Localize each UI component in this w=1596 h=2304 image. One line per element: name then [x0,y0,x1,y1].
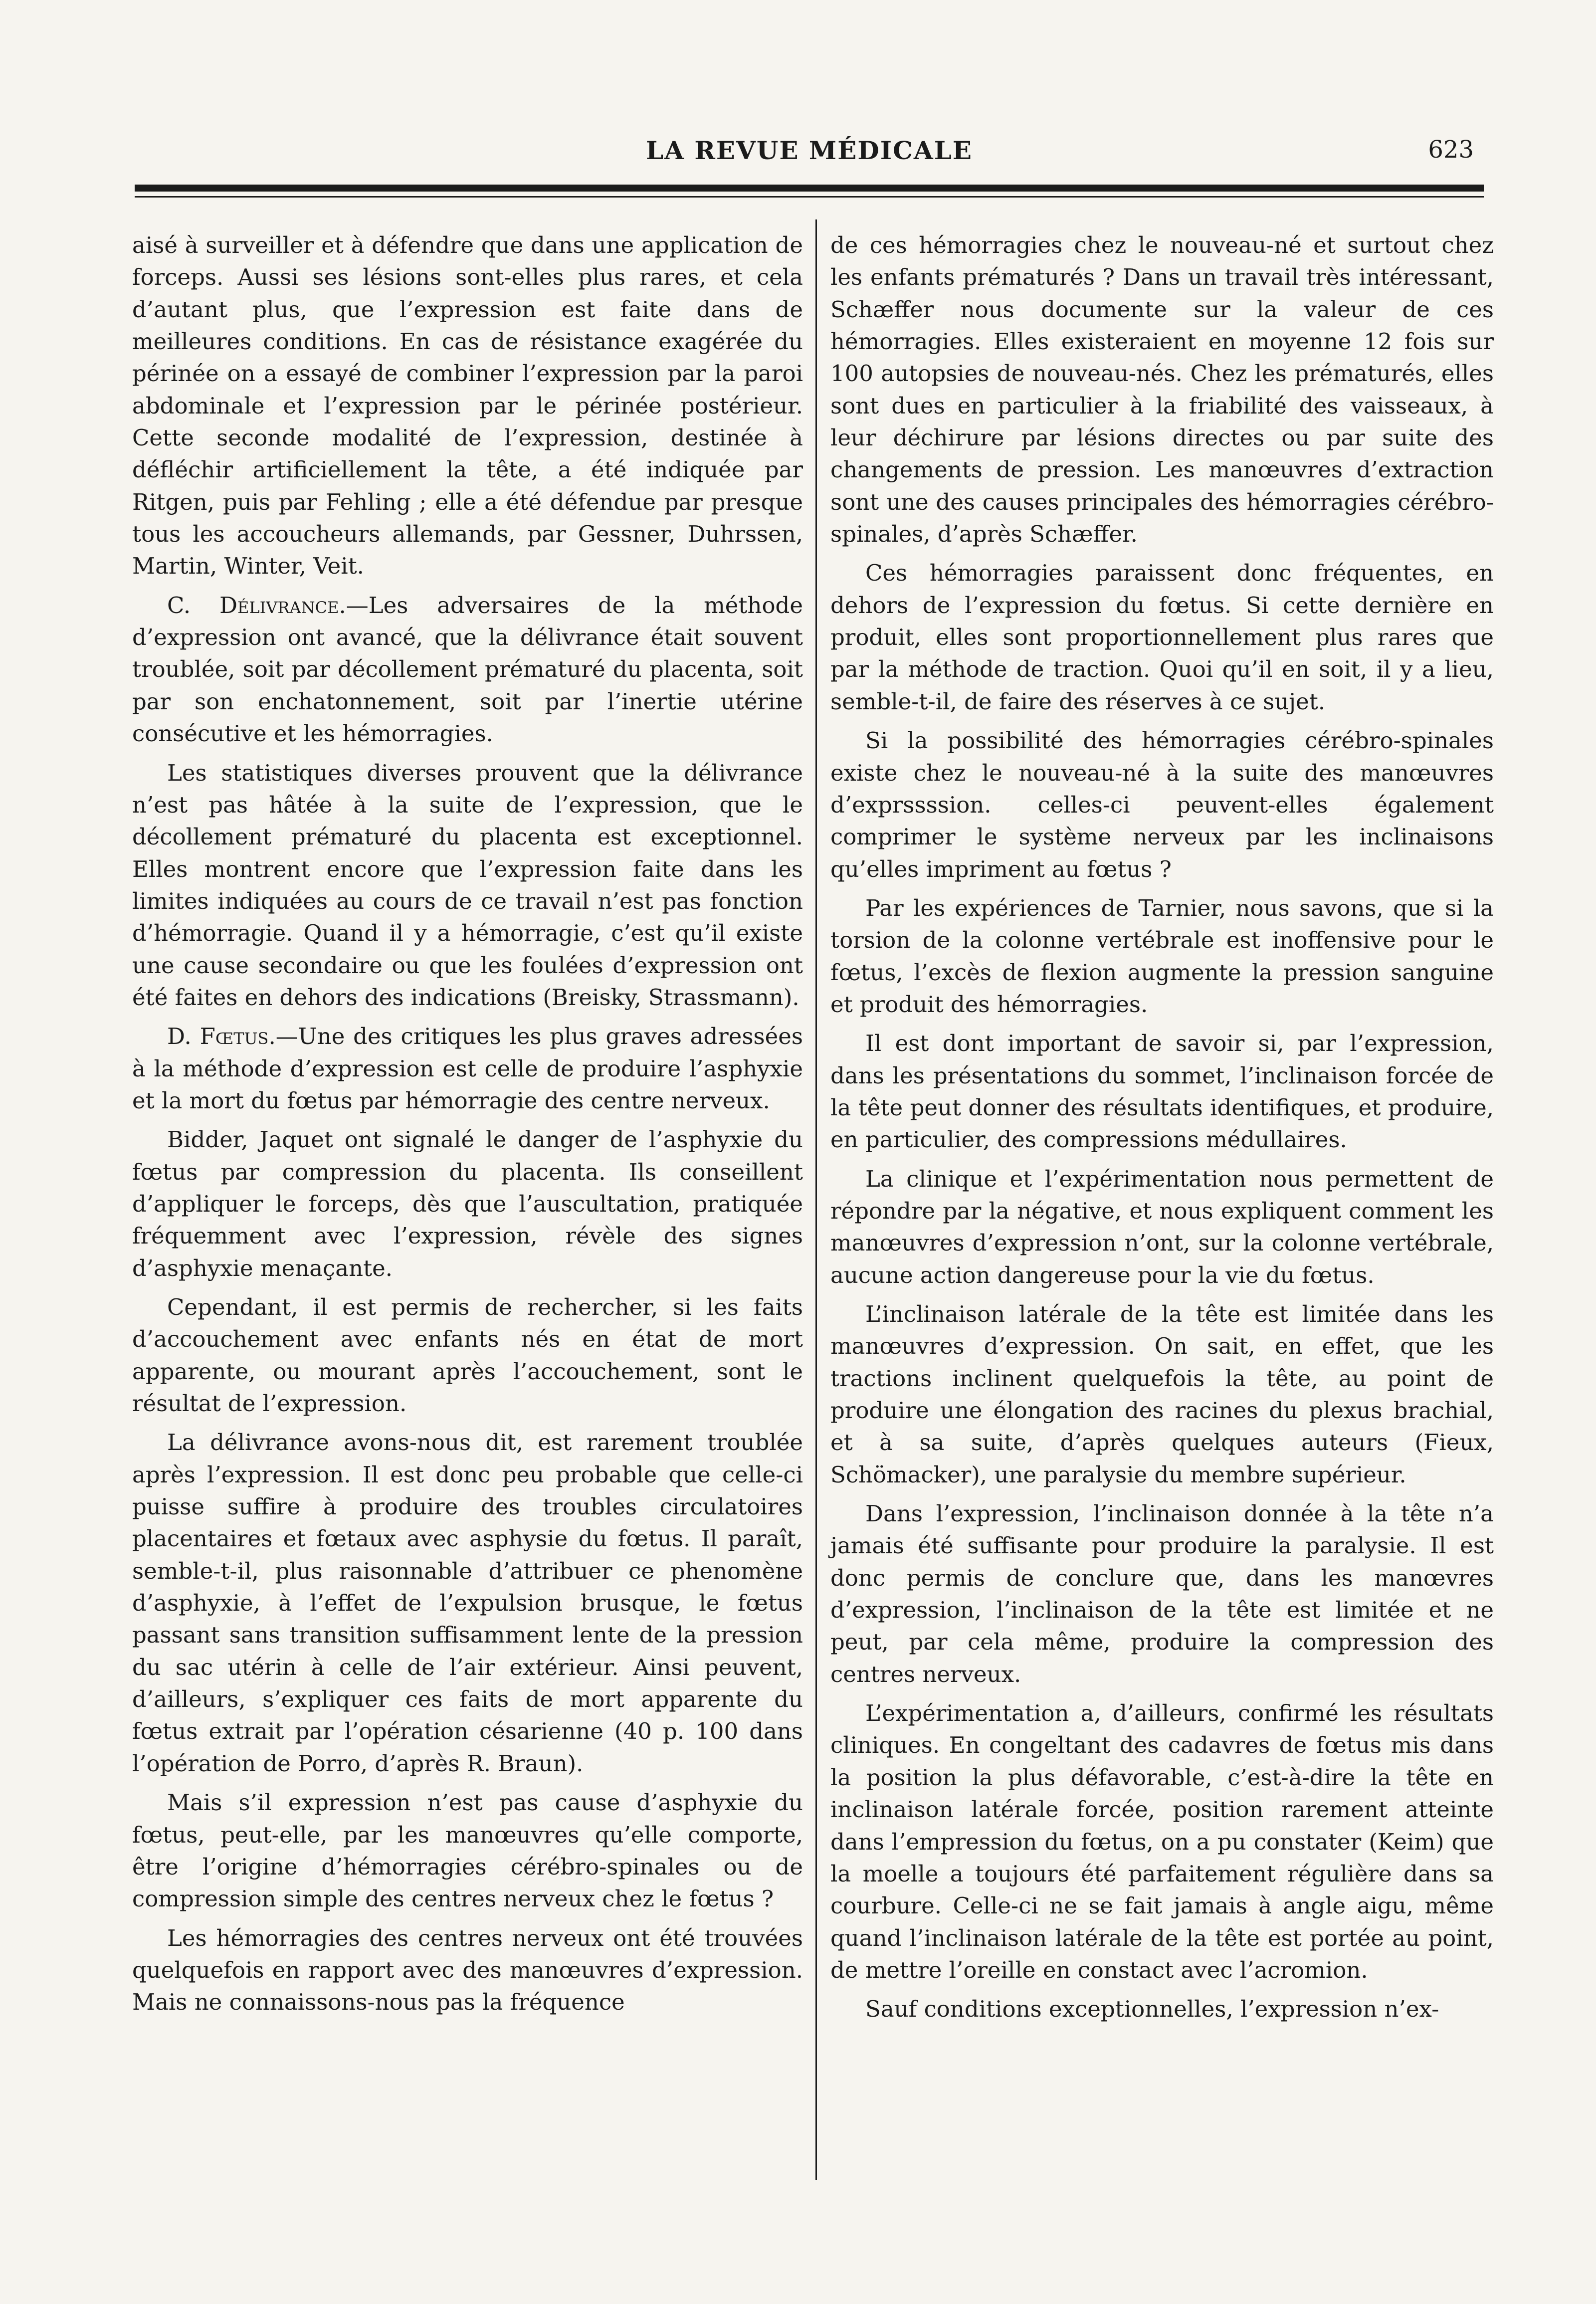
right-column [830,229,1494,2033]
journal-title: LA REVUE MÉDICALE [646,136,973,165]
header-rule-thin [135,196,1484,198]
paragraph: Les hémorragies des centres nerveux ont été trouvées quelquefois en rapport avec des manœuvres d’expression. Mais ne connaissons-nous pas la fréquence [132,1924,803,2016]
paragraph: Mais s’il expression n’est pas cause d’asphyxie du fœtus, peut-elle, par les manœuvres qu’elle comporte, être l’origine d’hémorragies cérébro-spinales ou de compression simple des centres nerveux chez le fœtus ? [132,1789,803,1912]
paragraph: Dans l’expression, l’inclinaison donnée à la tête n’a jamais été suffisante pour produire la paralysie. Il est donc permis de conclure que, dans les manœvres d’expression, l’inclinaison de la tête est limitée et ne peut, par cela même, produire la compression des centres nerveux. [830,1500,1494,1687]
paragraph-delivrance [132,590,803,750]
paragraph: La clinique et l’expérimentation nous permettent de répondre par la négative, et nous expliquent comment les manœuvres d’expression n’ont, sur la colonne vertébrale, aucune action dangereuse pour la vie du fœtus. [830,1165,1494,1288]
paragraph: Par les expériences de Tarnier, nous savons, que si la torsion de la colonne vertébrale est inoffensive pour le fœtus, l’excès de flexion augmente la pression sanguine et produit des hémorragies. [830,894,1494,1018]
paragraph: L’expérimentation a, d’ailleurs, confirmé les résultats cliniques. En congeltant des cadavres de fœtus mis dans la position la plus défavorable, c’est-à-dire la tête en inclinaison latérale forcée, position rarement atteinte dans l’empression du fœtus, on a pu constater (Keim) que la moelle a toujours été parfaitement régulière dans sa courbure. Celle-ci ne se fait jamais à angle aigu, même quand l’inclinaison latérale de la tête est portée au point, de mettre l’oreille en constact avec l’acromion. [830,1700,1494,1983]
left-column [132,229,803,2026]
paragraph: Les statistiques diverses prouvent que la délivrance n’est pas hâtée à la suite de l’expression, que le décollement prématuré du placenta est exceptionnel. Elles montrent encore que l’expression faite dans les limites indiquées au cours de ce travail n’est pas fonction d’hémorragie. Quand il y a hémorragie, c’est qu’il existe une cause secondaire ou que les foulées d’expression ont été faites en dehors des indications (Breisky, Strassmann). [132,759,803,1011]
paragraph: Bidder, Jaquet ont signalé le danger de l’asphyxie du fœtus par compression du placenta. Ils conseillent d’appliquer le forceps, dès que l’auscultation, pratiquée fréquemment avec l’expression, révèle des signes d’asphyxie menaçante. [132,1126,803,1281]
paragraph: Cependant, il est permis de rechercher, si les faits d’accouchement avec enfants nés en état de mort apparente, ou mourant après l’accouchement, sont le résultat de l’expression. [132,1294,803,1417]
paragraph: L’inclinaison latérale de la tête est limitée dans les manœuvres d’expression. On sait, en effet, que les tractions inclinent quelquefois la tête, au point de produire une élongation des racines du plexus brachial, et à sa suite, d’après quelques auteurs (Fieux, Schömacker), une paralysie du membre supérieur. [830,1301,1494,1488]
paragraph: Si la possibilité des hémorragies cérébro-spinales existe chez le nouveau-né à la suite des manœuvres d’exprssssion. celles-ci peuvent-elles également comprimer le système nerveux par les inclinaisons qu’elles impriment au fœtus ? [830,727,1494,882]
section-heading: D. Fœtus. [167,1023,276,1050]
paragraph: La délivrance avons-nous dit, est rarement troublée après l’expression. Il est donc peu probable que celle-ci puisse suffire à produire des troubles circulatoires placentaires et fœtaux avec asphysie du fœtus. Il paraît, semble-t-il, plus raisonnable d’attribuer ce phenomène d’asphyxie, à l’effet de l’expulsion brusque, le fœtus passant sans transition suffisamment lente de la pression du sac utérin à celle de l’air extérieur. Ainsi peuvent, d’ailleurs, s’expliquer ces faits de mort apparente du fœtus extrait par l’opération césarienne (40 p. 100 dans l’opération de Porro, d’après R. Braun). [132,1429,803,1777]
page-number: 623 [1428,136,1474,164]
paragraph: aisé à surveiller et à défendre que dans une application de forceps. Aussi ses lésions sont-elles plus rares, et cela d’autant plus, que l’expression est faite dans de meilleures conditions. En cas de résistance exagérée du périnée on a essayé de combiner l’expression par la paroi abdominale et l’expression par le périnée postérieur. Cette seconde modalité de l’expression, destinée à défléchir artificiellement la tête, a été indiquée par Ritgen, puis par Fehling ; elle a été défendue par presque tous les accoucheurs allemands, par Gessner, Duhrssen, Martin, Winter, Veit. [132,232,803,580]
paragraph: Il est dont important de savoir si, par l’expression, dans les présentations du sommet, l’inclinaison forcée de la tête peut donner des résultats identifiques, et produire, en particulier, des compressions médullaires. [830,1030,1494,1153]
header-rule-thick [135,185,1484,192]
paragraph-text: —Les adversaires de la méthode d’expression ont avancé, que la délivrance était souvent troublée, soit par décollement prématuré du placenta, soit par son enchatonnement, soit par l’inertie utérine consécutive et les hémorragies. [132,592,803,747]
paragraph: de ces hémorragies chez le nouveau-né et surtout chez les enfants prématurés ? Dans un travail très intéressant, Schæffer nous documente sur la valeur de ces hémorragies. Elles existeraient en moyenne 12 fois sur 100 autopsies de nouveau-nés. Chez les prématurés, elles sont dues en particulier à la friabilité des vaisseaux, à leur déchirure par lésions directes ou par suite des changements de pression. Les manœuvres d’extraction sont une des causes principales des hémorragies cérébro-spinales, d’après Schæffer. [830,232,1494,548]
paragraph: Sauf conditions exceptionnelles, l’expression n’ex- [865,1996,1439,2023]
running-header [135,136,1484,176]
column-divider [815,219,817,2180]
paragraph: Ces hémorragies paraissent donc fréquentes, en dehors de l’expression du fœtus. Si cette dernière en produit, elles sont proportionnellement plus rares que par la méthode de traction. Quoi qu’il en soit, il y a lieu, semble-t-il, de faire des réserves à ce sujet. [830,560,1494,715]
section-heading: C. Délivrance. [167,592,346,619]
paragraph-text: —Une des critiques les plus graves adressées à la méthode d’expression est celle de produire l’asphyxie et la mort du fœtus par hémorragie des centre nerveux. [132,1023,803,1114]
paragraph-foetus [132,1021,803,1117]
